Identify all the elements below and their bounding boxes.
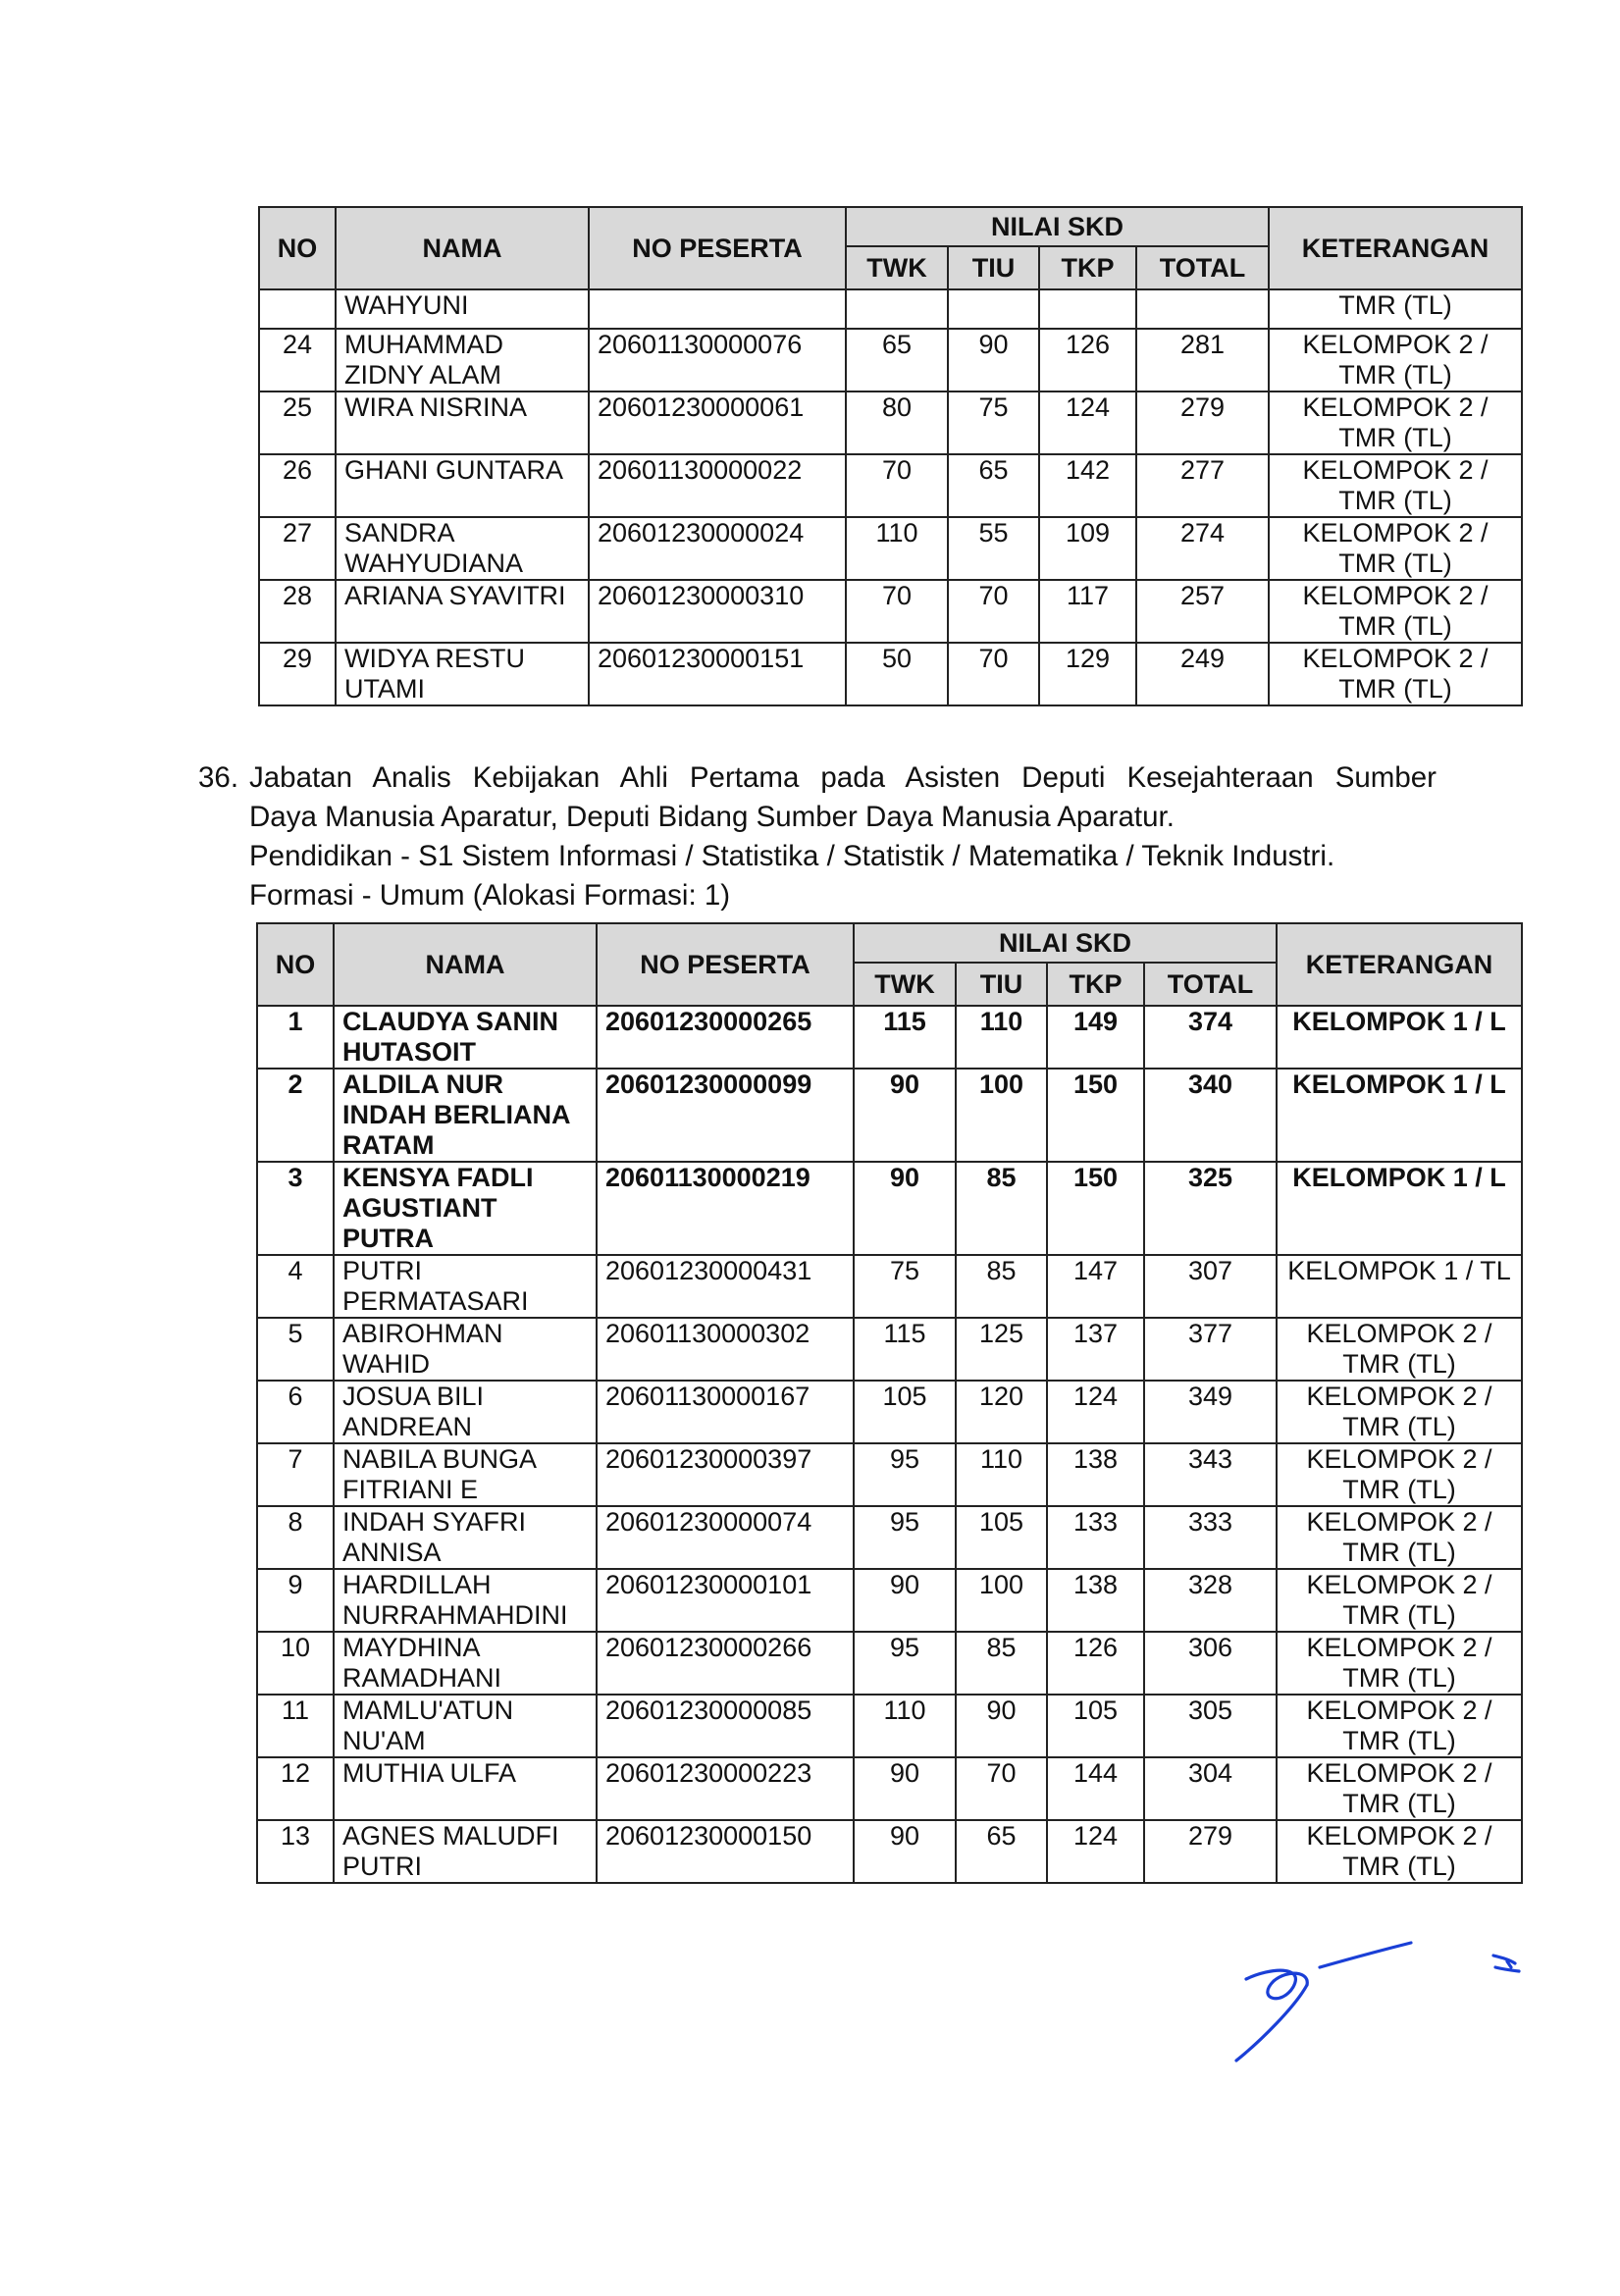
cell-nama: SANDRA WAHYUDIANA [336, 517, 589, 580]
header-no-peserta: NO PESERTA [589, 207, 846, 289]
cell-total: 305 [1144, 1695, 1277, 1757]
cell-tiu: 90 [948, 329, 1039, 391]
cell-tkp: 142 [1039, 454, 1136, 517]
cell-tiu: 85 [956, 1255, 1047, 1318]
cell-tkp: 149 [1047, 1006, 1144, 1069]
cell-total: 277 [1136, 454, 1269, 517]
cell-tiu: 55 [948, 517, 1039, 580]
cell-nama: AGNES MALUDFI PUTRI [334, 1820, 597, 1883]
cell-nama: WIDYA RESTU UTAMI [336, 643, 589, 705]
cell-no: 11 [257, 1695, 334, 1757]
cell-keterangan: KELOMPOK 1 / L [1277, 1069, 1522, 1162]
results-table-1 [258, 206, 1523, 706]
cell-twk: 90 [854, 1162, 956, 1255]
cell-no-peserta: 20601230000397 [597, 1443, 854, 1506]
cell-no: 29 [259, 643, 336, 705]
cell-nama: WIRA NISRINA [336, 391, 589, 454]
cell-nama: ARIANA SYAVITRI [336, 580, 589, 643]
table-row [257, 1506, 1522, 1569]
cell-tiu: 85 [956, 1162, 1047, 1255]
cell-tkp: 133 [1047, 1506, 1144, 1569]
cell-no-peserta: 20601230000099 [597, 1069, 854, 1162]
cell-no: 7 [257, 1443, 334, 1506]
cell-no: 3 [257, 1162, 334, 1255]
table-row [257, 1006, 1522, 1069]
cell-keterangan: KELOMPOK 1 / L [1277, 1006, 1522, 1069]
cell-no: 5 [257, 1318, 334, 1381]
cell-tkp: 117 [1039, 580, 1136, 643]
header-tiu: TIU [956, 963, 1047, 1006]
cell-total: 279 [1136, 391, 1269, 454]
table-row-continuation [259, 289, 1522, 329]
cell-twk: 110 [846, 517, 948, 580]
cell-tiu: 65 [956, 1820, 1047, 1883]
cell-no: 28 [259, 580, 336, 643]
cell-keterangan: KELOMPOK 2 / TMR (TL) [1269, 517, 1522, 580]
cell-no-peserta: 20601130000076 [589, 329, 846, 391]
cell-no-peserta: 20601130000219 [597, 1162, 854, 1255]
header-nama: NAMA [334, 923, 597, 1006]
cell-keterangan: TMR (TL) [1269, 289, 1522, 329]
table-row [257, 1162, 1522, 1255]
cell-total: 340 [1144, 1069, 1277, 1162]
cell-nama: NABILA BUNGA FITRIANI E [334, 1443, 597, 1506]
cell-keterangan: KELOMPOK 2 / TMR (TL) [1277, 1569, 1522, 1632]
cell-keterangan: KELOMPOK 2 / TMR (TL) [1277, 1318, 1522, 1381]
cell-tiu: 100 [956, 1569, 1047, 1632]
cell-tkp: 126 [1039, 329, 1136, 391]
header-tkp: TKP [1047, 963, 1144, 1006]
table-row [257, 1632, 1522, 1695]
cell-total: 307 [1144, 1255, 1277, 1318]
header-keterangan: KETERANGAN [1269, 207, 1522, 289]
section-line-2: Daya Manusia Aparatur, Deputi Bidang Sumber Daya Manusia Aparatur. [249, 801, 1175, 833]
table-row [257, 1318, 1522, 1381]
cell-tiu: 105 [956, 1506, 1047, 1569]
results-table-2 [256, 922, 1523, 1884]
cell-no-peserta: 20601230000266 [597, 1632, 854, 1695]
cell-no: 26 [259, 454, 336, 517]
table-row [259, 329, 1522, 391]
table-row [257, 1443, 1522, 1506]
cell-tiu: 70 [948, 580, 1039, 643]
cell-twk: 95 [854, 1443, 956, 1506]
header-no-peserta: NO PESERTA [597, 923, 854, 1006]
cell-nama: HARDILLAH NURRAHMAHDINI [334, 1569, 597, 1632]
cell-no: 12 [257, 1757, 334, 1820]
section-number: 36. [198, 761, 239, 794]
section-line-4: Formasi - Umum (Alokasi Formasi: 1) [249, 879, 731, 912]
table-row [257, 1381, 1522, 1443]
cell-no-peserta: 20601230000151 [589, 643, 846, 705]
cell-no: 4 [257, 1255, 334, 1318]
cell-no: 27 [259, 517, 336, 580]
cell-keterangan: KELOMPOK 2 / TMR (TL) [1277, 1820, 1522, 1883]
cell-keterangan: KELOMPOK 1 / L [1277, 1162, 1522, 1255]
cell-twk: 50 [846, 643, 948, 705]
cell-no-peserta: 20601230000061 [589, 391, 846, 454]
cell-nama: MAMLU'ATUN NU'AM [334, 1695, 597, 1757]
cell-nama: JOSUA BILI ANDREAN [334, 1381, 597, 1443]
cell-twk: 80 [846, 391, 948, 454]
cell-twk: 90 [854, 1820, 956, 1883]
header-total: TOTAL [1144, 963, 1277, 1006]
cell-twk: 65 [846, 329, 948, 391]
header-nilai-skd: NILAI SKD [846, 207, 1269, 246]
cell-no-peserta: 20601130000302 [597, 1318, 854, 1381]
cell-nama: CLAUDYA SANIN HUTASOIT [334, 1006, 597, 1069]
cell-tkp: 124 [1047, 1381, 1144, 1443]
cell-tkp: 138 [1047, 1443, 1144, 1506]
header-tiu: TIU [948, 246, 1039, 289]
cell-keterangan: KELOMPOK 2 / TMR (TL) [1269, 329, 1522, 391]
cell-nama: MUHAMMAD ZIDNY ALAM [336, 329, 589, 391]
cell-twk: 115 [854, 1318, 956, 1381]
cell-nama: INDAH SYAFRI ANNISA [334, 1506, 597, 1569]
section-line-1: Jabatan Analis Kebijakan Ahli Pertama pada Asisten Deputi Kesejahteraan Sumber [249, 761, 1437, 794]
cell-tiu: 70 [948, 643, 1039, 705]
table-row [259, 391, 1522, 454]
cell-no-peserta: 20601230000101 [597, 1569, 854, 1632]
table-row [257, 1820, 1522, 1883]
cell-twk: 110 [854, 1695, 956, 1757]
cell-nama: KENSYA FADLI AGUSTIANT PUTRA [334, 1162, 597, 1255]
header-tkp: TKP [1039, 246, 1136, 289]
section-line-3: Pendidikan - S1 Sistem Informasi / Statistika / Statistik / Matematika / Teknik Industri. [249, 840, 1335, 872]
cell-tkp: 138 [1047, 1569, 1144, 1632]
table-row [259, 580, 1522, 643]
cell-tkp: 144 [1047, 1757, 1144, 1820]
header-no: NO [257, 923, 334, 1006]
cell-total: 377 [1144, 1318, 1277, 1381]
cell-keterangan: KELOMPOK 2 / TMR (TL) [1269, 643, 1522, 705]
table-row [257, 1569, 1522, 1632]
cell-keterangan: KELOMPOK 2 / TMR (TL) [1277, 1443, 1522, 1506]
table-row [257, 1757, 1522, 1820]
cell-total: 281 [1136, 329, 1269, 391]
cell-keterangan: KELOMPOK 2 / TMR (TL) [1269, 580, 1522, 643]
cell-twk: 105 [854, 1381, 956, 1443]
cell-tiu: 110 [956, 1443, 1047, 1506]
table-row [259, 454, 1522, 517]
cell-twk: 95 [854, 1632, 956, 1695]
cell-no-peserta: 20601230000223 [597, 1757, 854, 1820]
cell-total: 328 [1144, 1569, 1277, 1632]
cell-keterangan: KELOMPOK 2 / TMR (TL) [1277, 1695, 1522, 1757]
cell-keterangan: KELOMPOK 2 / TMR (TL) [1277, 1381, 1522, 1443]
cell-no-peserta: 20601130000167 [597, 1381, 854, 1443]
cell-no-peserta: 20601230000265 [597, 1006, 854, 1069]
cell-nama: ALDILA NUR INDAH BERLIANA RATAM [334, 1069, 597, 1162]
cell-nama: ABIROHMAN WAHID [334, 1318, 597, 1381]
cell-total: 304 [1144, 1757, 1277, 1820]
cell-twk: 90 [854, 1757, 956, 1820]
cell-nama: MAYDHINA RAMADHANI [334, 1632, 597, 1695]
cell-keterangan: KELOMPOK 1 / TL [1277, 1255, 1522, 1318]
cell-no: 10 [257, 1632, 334, 1695]
cell-keterangan: KELOMPOK 2 / TMR (TL) [1277, 1506, 1522, 1569]
cell-total: 374 [1144, 1006, 1277, 1069]
cell-tkp: 124 [1047, 1820, 1144, 1883]
cell-no-peserta: 20601230000310 [589, 580, 846, 643]
cell-nama: MUTHIA ULFA [334, 1757, 597, 1820]
cell-total: 257 [1136, 580, 1269, 643]
cell-tkp: 124 [1039, 391, 1136, 454]
cell-nama: WAHYUNI [336, 289, 589, 329]
cell-twk: 70 [846, 580, 948, 643]
cell-twk: 115 [854, 1006, 956, 1069]
cell-tiu: 90 [956, 1695, 1047, 1757]
cell-keterangan: KELOMPOK 2 / TMR (TL) [1269, 391, 1522, 454]
cell-twk: 90 [854, 1569, 956, 1632]
table-row [259, 643, 1522, 705]
cell-no-peserta: 20601230000024 [589, 517, 846, 580]
cell-total: 325 [1144, 1162, 1277, 1255]
cell-tiu: 100 [956, 1069, 1047, 1162]
cell-tiu: 120 [956, 1381, 1047, 1443]
table-row [257, 1069, 1522, 1162]
cell-tkp: 147 [1047, 1255, 1144, 1318]
cell-tkp: 126 [1047, 1632, 1144, 1695]
cell-tkp: 105 [1047, 1695, 1144, 1757]
header-nama: NAMA [336, 207, 589, 289]
cell-tkp: 150 [1047, 1069, 1144, 1162]
cell-tkp: 150 [1047, 1162, 1144, 1255]
cell-no: 1 [257, 1006, 334, 1069]
cell-no: 25 [259, 391, 336, 454]
cell-no-peserta: 20601230000150 [597, 1820, 854, 1883]
cell-tiu: 70 [956, 1757, 1047, 1820]
cell-no: 13 [257, 1820, 334, 1883]
cell-keterangan: KELOMPOK 2 / TMR (TL) [1269, 454, 1522, 517]
header-total: TOTAL [1136, 246, 1269, 289]
cell-keterangan: KELOMPOK 2 / TMR (TL) [1277, 1757, 1522, 1820]
cell-total: 343 [1144, 1443, 1277, 1506]
table-row [257, 1255, 1522, 1318]
cell-no-peserta: 20601230000431 [597, 1255, 854, 1318]
header-twk: TWK [846, 246, 948, 289]
handwritten-signature [1217, 1938, 1550, 2095]
cell-tiu: 65 [948, 454, 1039, 517]
header-nilai-skd: NILAI SKD [854, 923, 1277, 963]
cell-total: 249 [1136, 643, 1269, 705]
cell-no: 24 [259, 329, 336, 391]
cell-keterangan: KELOMPOK 2 / TMR (TL) [1277, 1632, 1522, 1695]
header-no: NO [259, 207, 336, 289]
cell-no-peserta: 20601230000074 [597, 1506, 854, 1569]
cell-tiu: 75 [948, 391, 1039, 454]
cell-no: 2 [257, 1069, 334, 1162]
table-row [257, 1695, 1522, 1757]
cell-tkp: 109 [1039, 517, 1136, 580]
cell-twk: 70 [846, 454, 948, 517]
cell-total: 333 [1144, 1506, 1277, 1569]
cell-twk: 75 [854, 1255, 956, 1318]
cell-tkp: 137 [1047, 1318, 1144, 1381]
cell-total: 349 [1144, 1381, 1277, 1443]
cell-tiu: 110 [956, 1006, 1047, 1069]
cell-tiu: 85 [956, 1632, 1047, 1695]
cell-nama: GHANI GUNTARA [336, 454, 589, 517]
cell-total: 279 [1144, 1820, 1277, 1883]
cell-no: 6 [257, 1381, 334, 1443]
cell-no-peserta: 20601230000085 [597, 1695, 854, 1757]
table-row [259, 517, 1522, 580]
header-twk: TWK [854, 963, 956, 1006]
cell-tkp: 129 [1039, 643, 1136, 705]
cell-twk: 90 [854, 1069, 956, 1162]
cell-no: 8 [257, 1506, 334, 1569]
cell-total: 274 [1136, 517, 1269, 580]
cell-twk: 95 [854, 1506, 956, 1569]
cell-total: 306 [1144, 1632, 1277, 1695]
cell-no-peserta: 20601130000022 [589, 454, 846, 517]
cell-tiu: 125 [956, 1318, 1047, 1381]
cell-no: 9 [257, 1569, 334, 1632]
header-keterangan: KETERANGAN [1277, 923, 1522, 1006]
cell-nama: PUTRI PERMATASARI [334, 1255, 597, 1318]
